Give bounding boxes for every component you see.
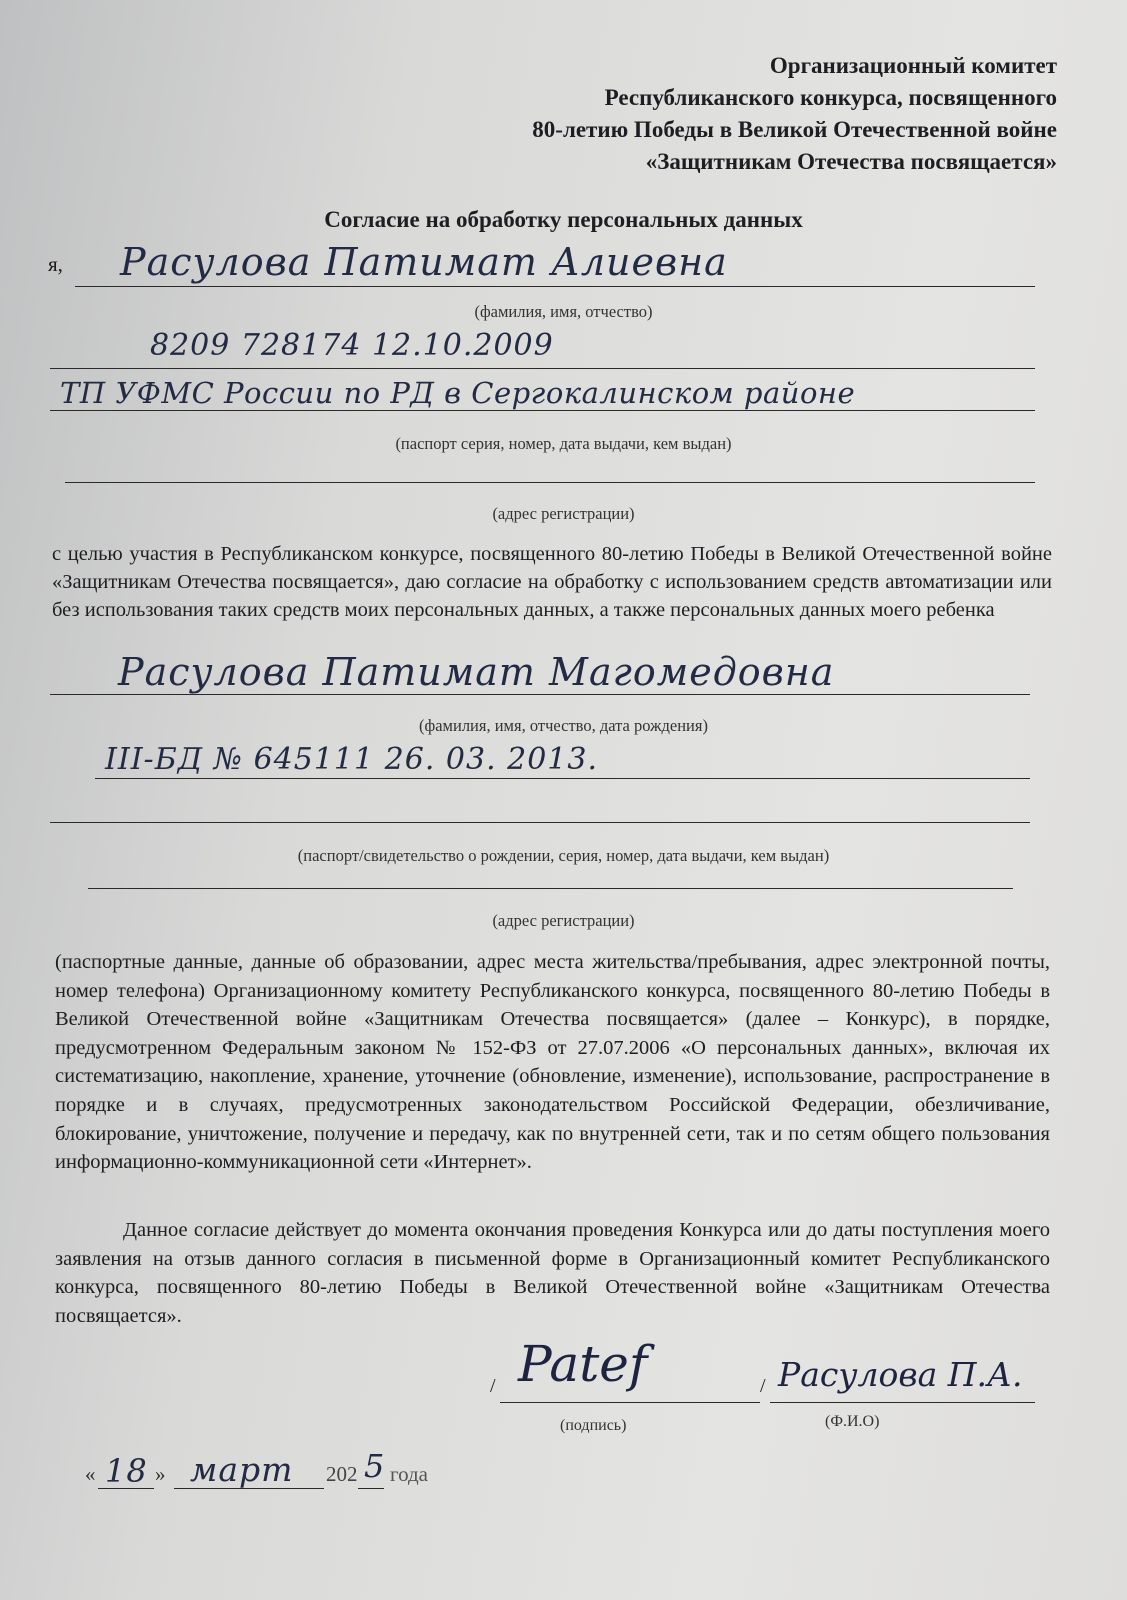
addressee-line-4: «Защитникам Отечества посвящается» bbox=[645, 149, 1057, 174]
date-day-handwritten: 18 bbox=[105, 1452, 148, 1490]
signature-slash-1: / bbox=[490, 1375, 496, 1397]
child-doc-line-2 bbox=[50, 822, 1030, 823]
child-name-caption: (фамилия, имя, отчество, дата рождения) bbox=[419, 716, 708, 735]
address-caption: (адрес регистрации) bbox=[492, 504, 635, 523]
date-open-quote: « bbox=[85, 1462, 96, 1486]
passport-handwritten-1: 8209 728174 12.10.2009 bbox=[150, 328, 554, 363]
signature-handwritten: Patef bbox=[518, 1335, 648, 1393]
passport-line-2 bbox=[50, 410, 1035, 411]
date-year-handwritten: 5 bbox=[364, 1447, 386, 1485]
addressee-line-1: Организационный комитет bbox=[769, 53, 1057, 78]
purpose-paragraph: с целью участия в Республиканском конкурсе, посвященного 80-летию Победы в Великой Отечественной войне «Защитникам Отечества посвящается», даю согласие на обработку с использованием средств автоматизации или без использования таких средств моих персональных данных, а также персональных данных моего ребенка bbox=[52, 543, 1052, 621]
addressee-line-2: Республиканского конкурса, посвященного bbox=[604, 85, 1057, 110]
child-doc-line-1 bbox=[95, 778, 1030, 779]
applicant-name-caption: (фамилия, имя, отчество) bbox=[474, 302, 653, 321]
fio-caption: (Ф.И.О) bbox=[825, 1413, 880, 1430]
validity-paragraph: Данное согласие действует до момента окончания проведения Конкурса или до даты поступления моего заявления на отзыв данного согласия в письменной форме в Организационный комитет Республиканского конкурса, посвященного 80-летию Победы в Великой Отечественной войне «Защитникам Отечества посвящается». bbox=[55, 1219, 1050, 1327]
child-address-caption: (адрес регистрации) bbox=[492, 911, 635, 930]
child-name-line bbox=[50, 694, 1030, 695]
date-year-line bbox=[358, 1488, 384, 1489]
consent-paragraph: (паспортные данные, данные об образовании, адрес места жительства/пребывания, адрес электронной почты, номер телефона) Организационному комитету Республиканского конкурса, посвященного 80-летию Победы в Великой Отечественной войне «Защитникам Отечества посвящается» (далее – Конкурс), в порядке, предусмотренном Федеральным законом № 152-ФЗ от 27.07.2006 «О персональных данных», включая их систематизацию, накопление, хранение, уточнение (обновление, изменение), использование, распространение в порядке и в случаях, предусмотренных законодательством Российской Федерации, обезличивание, блокирование, уничтожение, получение и передачу, как по внутренней сети, так и по сетям общего пользования информационно-коммуникационной сети «Интернет». bbox=[55, 951, 1050, 1174]
document-title: Согласие на обработку персональных данных bbox=[324, 207, 803, 232]
prefix-ya: я, bbox=[48, 252, 63, 276]
date-suffix: года bbox=[390, 1462, 428, 1486]
address-line bbox=[65, 482, 1035, 483]
applicant-name-line bbox=[75, 286, 1035, 287]
child-address-line bbox=[88, 888, 1013, 889]
passport-caption: (паспорт серия, номер, дата выдачи, кем выдан) bbox=[395, 434, 732, 453]
signature-line bbox=[500, 1402, 760, 1403]
addressee-block bbox=[532, 50, 1057, 178]
date-close-quote: » bbox=[155, 1462, 166, 1486]
passport-handwritten-2: ТП УФМС России по РД в Сергокалинском районе bbox=[60, 376, 856, 410]
fio-line bbox=[770, 1402, 1035, 1403]
fio-handwritten: Расулова П.А. bbox=[778, 1355, 1023, 1394]
addressee-line-3: 80-летию Победы в Великой Отечественной войне bbox=[532, 117, 1057, 142]
date-year-prefix: 202 bbox=[326, 1462, 358, 1486]
applicant-name-handwritten: Расулова Патимат Алиевна bbox=[120, 240, 728, 284]
child-doc-handwritten: III-БД № 645111 26. 03. 2013. bbox=[105, 742, 599, 777]
passport-line-1 bbox=[50, 368, 1035, 369]
sign-caption: (подпись) bbox=[560, 1417, 627, 1434]
child-name-handwritten: Расулова Патимат Магомедовна bbox=[118, 650, 835, 694]
date-month-handwritten: март bbox=[190, 1450, 294, 1489]
child-doc-caption: (паспорт/свидетельство о рождении, серия, номер, дата выдачи, кем выдан) bbox=[297, 846, 830, 865]
signature-slash-2: / bbox=[760, 1375, 766, 1397]
